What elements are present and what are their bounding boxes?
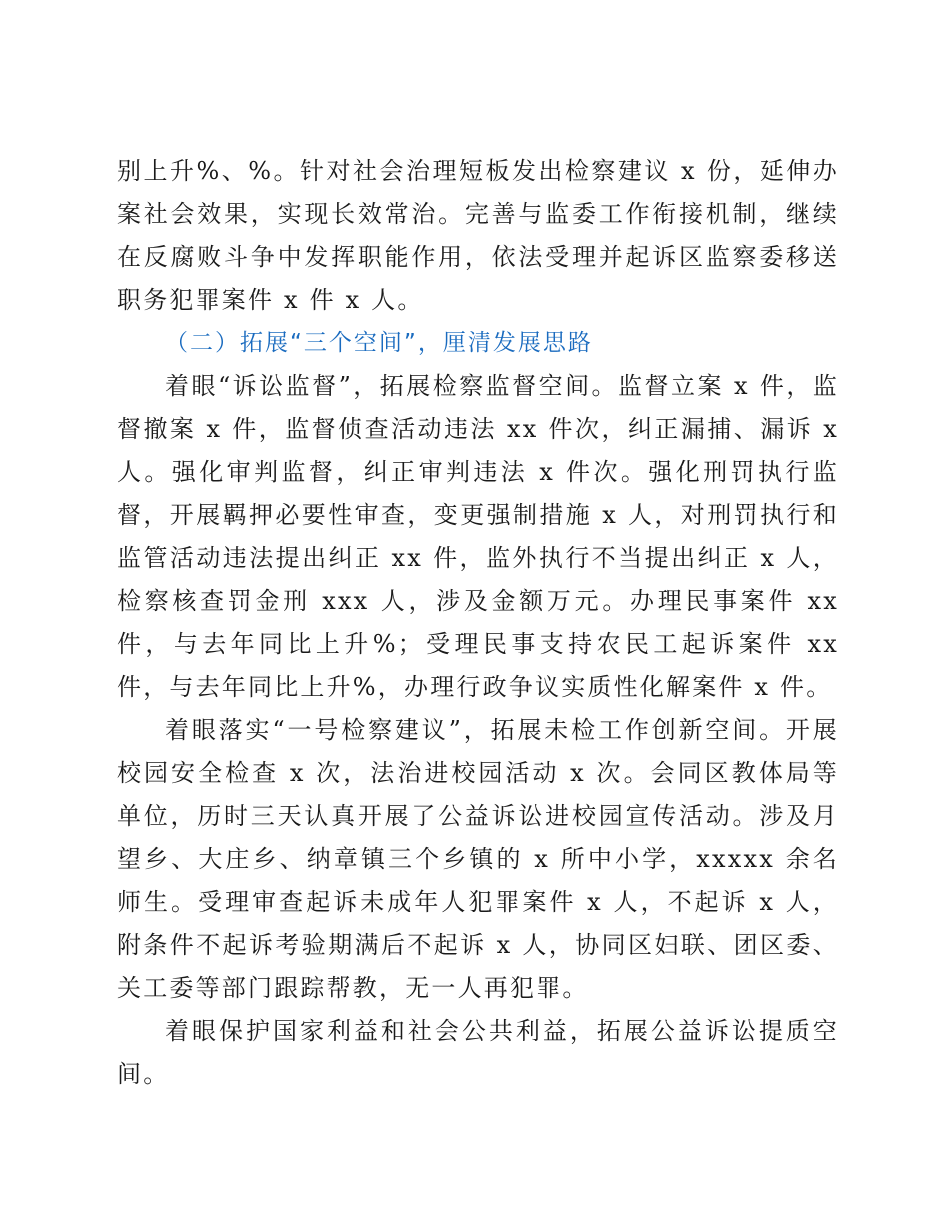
document-body — [117, 150, 839, 1096]
paragraph-public-interest: 着眼保护国家利益和社会公共利益，拓展公益诉讼提质空间。 — [117, 1017, 839, 1088]
section-heading: （二）拓展“三个空间”，厘清发展思路 — [165, 330, 593, 356]
paragraph-continuation: 别上升%、%。针对社会治理短板发出检察建议 x 份，延伸办案社会效果，实现长效常治。完善与监委工作衔接机制，继续在反腐败斗争中发挥职能作用，依法受理并起诉区监察委移送职务犯罪案件 x 件 x 人。 — [117, 157, 839, 314]
paragraph-juvenile-procuratorate: 着眼落实“一号检察建议”，拓展未检工作创新空间。开展校园安全检查 x 次，法治进校园活动 x 次。会同区教体局等单位，历时三天认真开展了公益诉讼进校园宣传活动。涉及月望乡、大庄乡、纳章镇三个乡镇的 x 所中小学，xxxxx 余名师生。受理审查起诉未成年人犯罪案件 x 人，不起诉 x 人，附条件不起诉考验期满后不起诉 x 人，协同区妇联、团区委、关工委等部门跟踪帮教，无一人再犯罪。 — [117, 716, 839, 1002]
paragraph-litigation-supervision: 着眼“诉讼监督”，拓展检察监督空间。监督立案 x 件，监督撤案 x 件，监督侦查活动违法 xx 件次，纠正漏捕、漏诉 x 人。强化审判监督，纠正审判违法 x 件次。强化刑罚执行监督，开展羁押必要性审查，变更强制措施 x 人，对刑罚执行和监管活动违法提出纠正 xx 件，监外执行不当提出纠正 x 人，检察核查罚金刑 xxx 人，涉及金额万元。办理民事案件 xx 件，与去年同比上升%；受理民事支持农民工起诉案件 xx 件，与去年同比上升%，办理行政争议实质性化解案件 x 件。 — [117, 372, 839, 701]
